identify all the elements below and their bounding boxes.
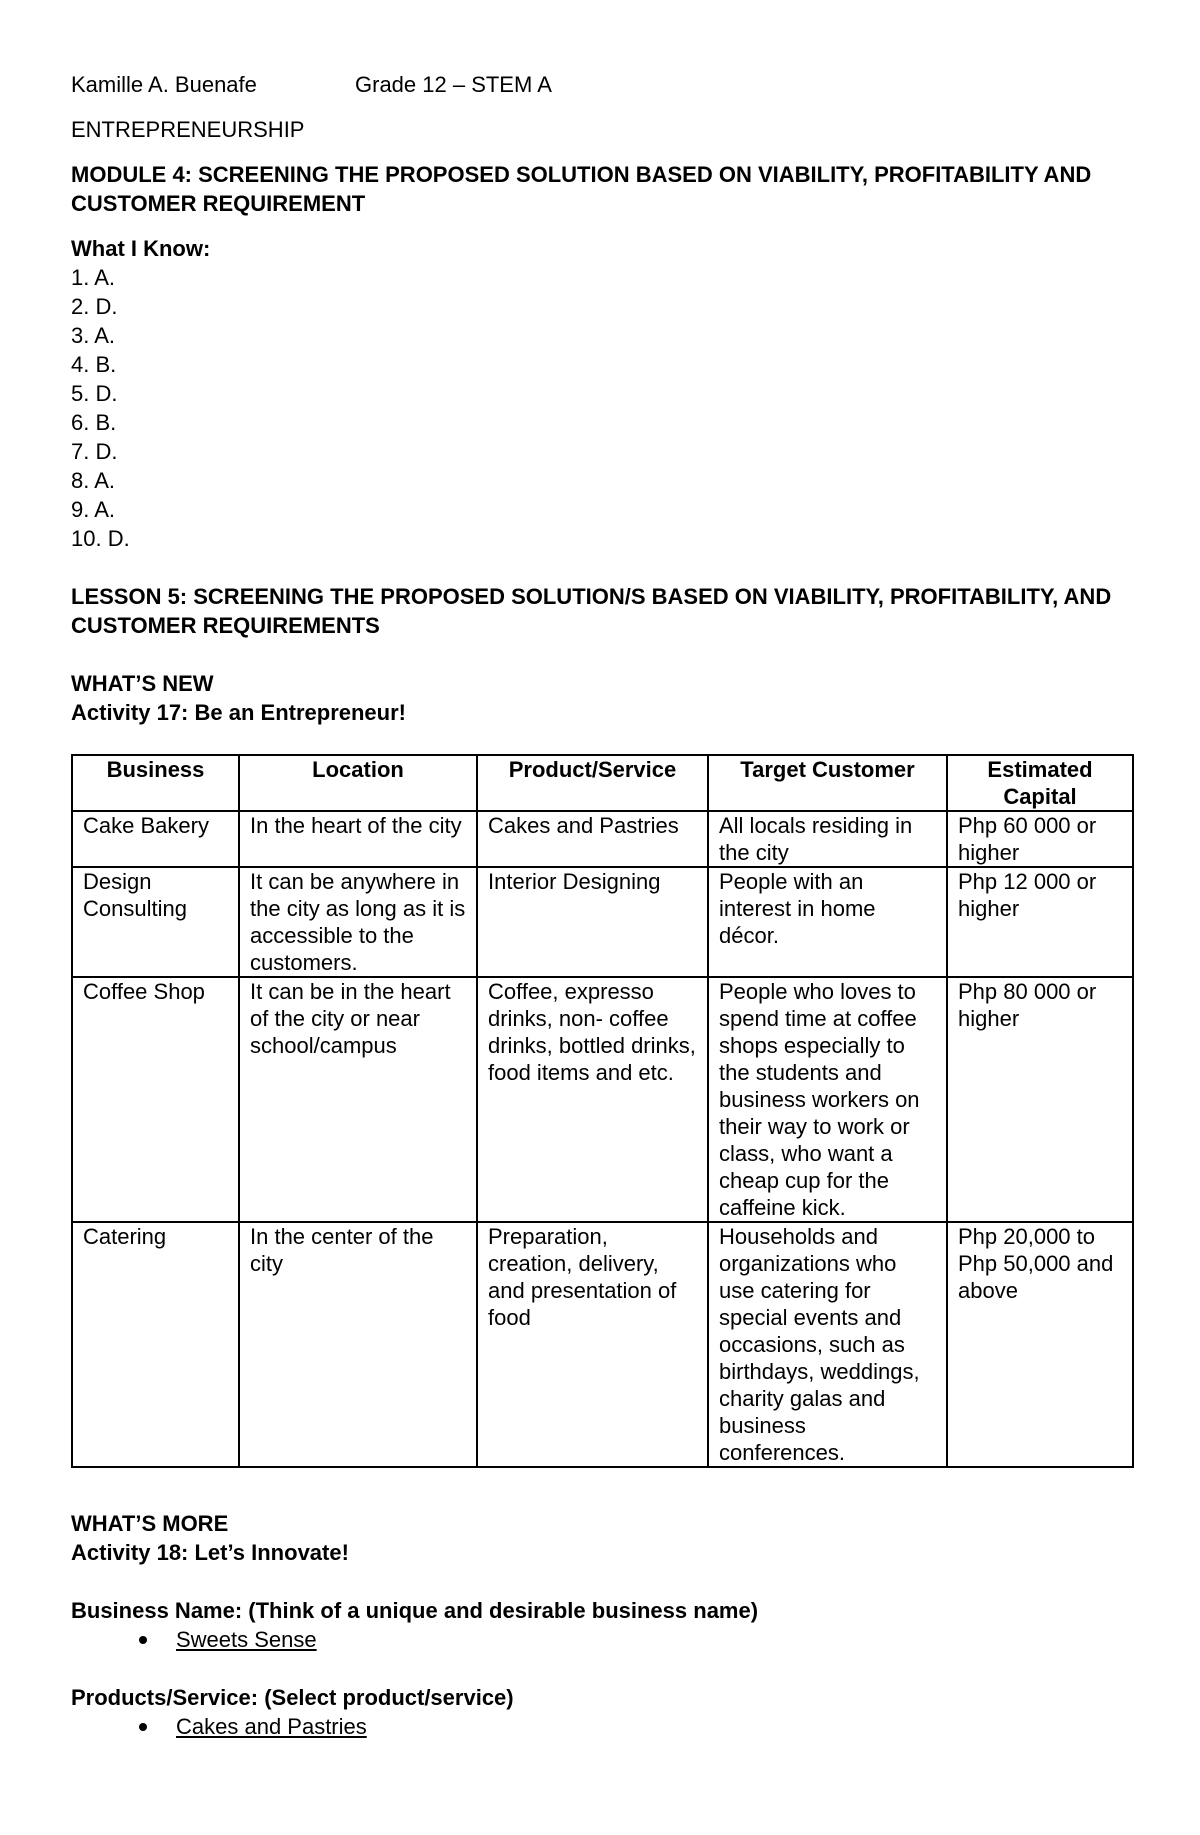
header-line	[71, 70, 1131, 99]
cell-target-customer: Households and organizations who use catering for special events and occasions, such as birthdays, weddings, charity galas and business conferences.	[708, 1222, 947, 1467]
grade-section: Grade 12 – STEM A	[355, 72, 552, 97]
student-name: Kamille A. Buenafe	[71, 72, 257, 97]
answer-item: 5. D.	[71, 381, 118, 406]
cell-business: Catering	[72, 1222, 239, 1467]
business-name-value: Sweets Sense	[176, 1627, 317, 1652]
answer-item: 8. A.	[71, 468, 116, 493]
products-list	[71, 1712, 1131, 1741]
answer-item: 9. A.	[71, 497, 116, 522]
cell-target-customer: People with an interest in home décor.	[708, 867, 947, 977]
products-label: Products/Service: (Select product/service)	[71, 1685, 514, 1710]
whats-more-label: WHAT’S MORE	[71, 1511, 229, 1536]
header-target-customer: Target Customer	[708, 755, 947, 811]
answer-item: 10. D.	[71, 526, 130, 551]
what-i-know-label: What I Know:	[71, 236, 211, 261]
business-name-list	[71, 1625, 1131, 1654]
answer-item: 3. A.	[71, 323, 116, 348]
cell-target-customer: People who loves to spend time at coffee shops especially to the students and business workers on their way to work or class, who want a cheap cup for the caffeine kick.	[708, 977, 947, 1222]
cell-product-service: Interior Designing	[477, 867, 708, 977]
cell-location: It can be anywhere in the city as long as it is accessible to the customers.	[239, 867, 477, 977]
cell-business: Cake Bakery	[72, 811, 239, 867]
cell-target-customer: All locals residing in the city	[708, 811, 947, 867]
document-page	[71, 70, 1131, 1741]
cell-product-service: Cakes and Pastries	[477, 811, 708, 867]
products-value: Cakes and Pastries	[176, 1714, 367, 1739]
answer-item: 4. B.	[71, 352, 117, 377]
header-location: Location	[239, 755, 477, 811]
table-header-row	[72, 755, 1133, 811]
business-name-label: Business Name: (Think of a unique and desirable business name)	[71, 1598, 759, 1623]
cell-product-service: Coffee, expresso drinks, non- coffee drinks, bottled drinks, food items and etc.	[477, 977, 708, 1222]
list-item	[176, 1712, 1131, 1741]
cell-estimated-capital: Php 80 000 or higher	[947, 977, 1133, 1222]
cell-estimated-capital: Php 20,000 to Php 50,000 and above	[947, 1222, 1133, 1467]
header-estimated-capital: Estimated Capital	[947, 755, 1133, 811]
lesson-title: LESSON 5: SCREENING THE PROPOSED SOLUTION/S BASED ON VIABILITY, PROFITABILITY, AND CUSTOMER REQUIREMENTS	[71, 584, 1112, 638]
cell-location: In the heart of the city	[239, 811, 477, 867]
bullet-icon	[139, 1636, 147, 1644]
table-row	[72, 811, 1133, 867]
header-business: Business	[72, 755, 239, 811]
table-row	[72, 977, 1133, 1222]
table-row	[72, 1222, 1133, 1467]
activity-18-title: Activity 18: Let’s Innovate!	[71, 1540, 349, 1565]
answer-item: 1. A.	[71, 265, 116, 290]
answer-item: 2. D.	[71, 294, 118, 319]
cell-location: In the center of the city	[239, 1222, 477, 1467]
business-table	[71, 754, 1134, 1468]
cell-location: It can be in the heart of the city or near school/campus	[239, 977, 477, 1222]
answer-item: 6. B.	[71, 410, 117, 435]
answer-item: 7. D.	[71, 439, 118, 464]
activity-17-title: Activity 17: Be an Entrepreneur!	[71, 700, 406, 725]
subject-title: ENTREPRENEURSHIP	[71, 117, 305, 142]
answer-list	[71, 263, 1131, 553]
cell-business: Design Consulting	[72, 867, 239, 977]
cell-product-service: Preparation, creation, delivery, and presentation of food	[477, 1222, 708, 1467]
whats-new-label: WHAT’S NEW	[71, 671, 214, 696]
list-item	[176, 1625, 1131, 1654]
table-row	[72, 867, 1133, 977]
bullet-icon	[139, 1723, 147, 1731]
module-title: MODULE 4: SCREENING THE PROPOSED SOLUTION BASED ON VIABILITY, PROFITABILITY AND CUSTOMER REQUIREMENT	[71, 162, 1092, 216]
header-product-service: Product/Service	[477, 755, 708, 811]
cell-estimated-capital: Php 12 000 or higher	[947, 867, 1133, 977]
cell-business: Coffee Shop	[72, 977, 239, 1222]
cell-estimated-capital: Php 60 000 or higher	[947, 811, 1133, 867]
